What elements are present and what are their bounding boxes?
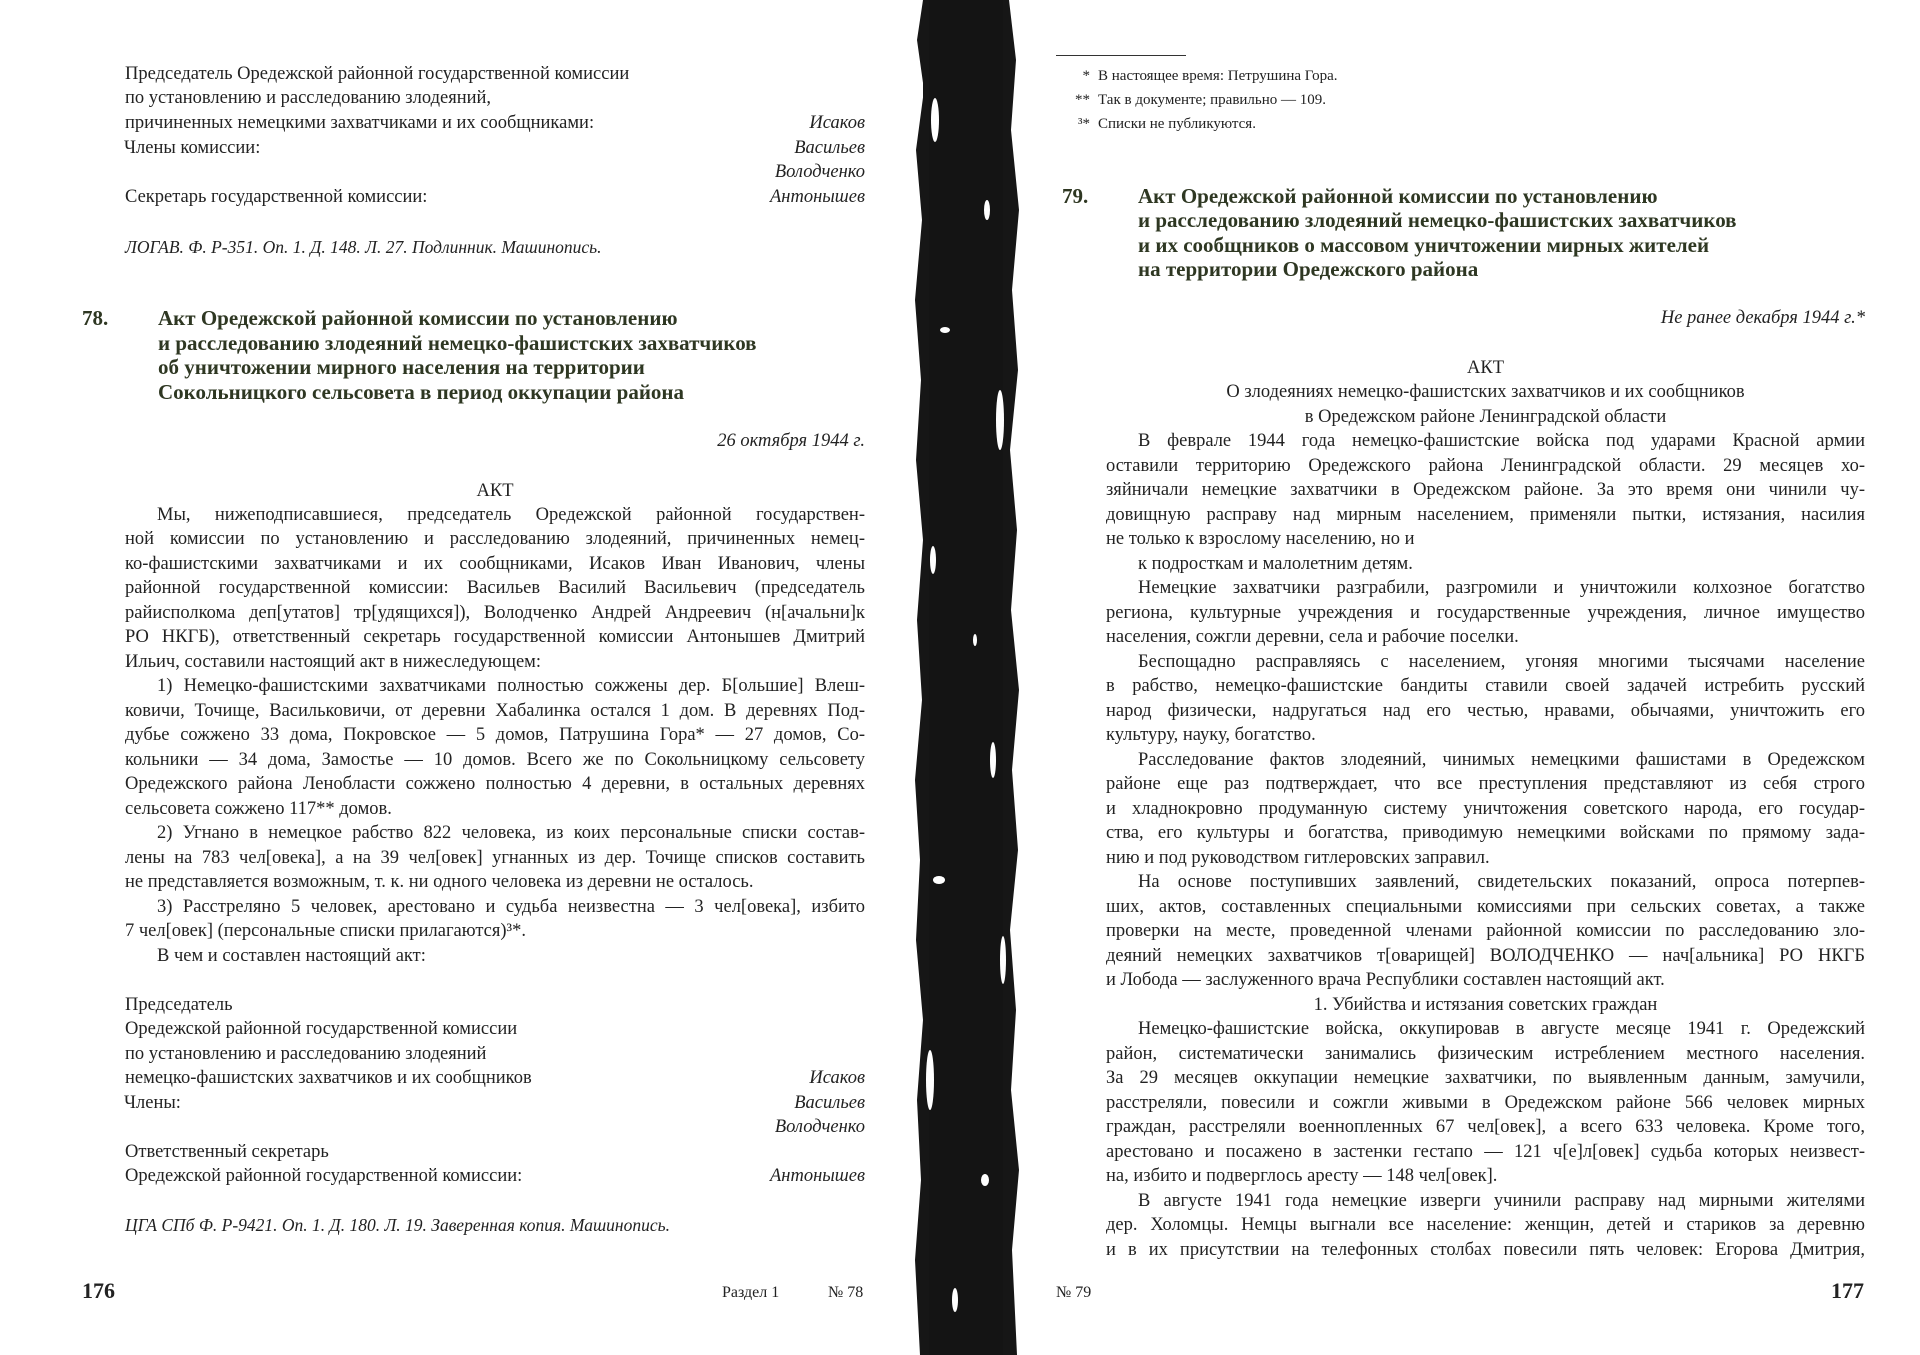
body-line: райисполкома деп[утатов] тр[удящихся]), Володченко Андрей Андреевич (н[ачальни]к bbox=[125, 603, 865, 623]
body-line: районе еще раз подтверждает, что все преступления представляют из себя строго bbox=[1106, 774, 1865, 794]
title-line: Акт Оредежской районной комиссии по установлению bbox=[158, 306, 678, 330]
act-subtitle-line: в Оредежском районе Ленинградской области bbox=[1304, 407, 1667, 427]
document-date: 26 октября 1944 г. bbox=[717, 431, 865, 451]
signatory-name: Володченко bbox=[774, 162, 865, 182]
footnote-text: Так в документе; правильно — 109. bbox=[1098, 92, 1327, 108]
title-line: Акт Оредежской районной комиссии по установлению bbox=[1138, 184, 1658, 208]
body-line: 1) Немецко-фашистскими захватчиками полностью сожжены дер. Б[ольшие] Влеш- bbox=[157, 676, 865, 696]
body-line: Мы, нижеподписавшиеся, председатель Оредежской районной государствен- bbox=[157, 505, 865, 525]
body-line: и Лобода — заслуженного врача Республики составлен настоящий акт. bbox=[1106, 970, 1665, 990]
body-line: и в их присутствии на телефонных столбах повесили пять человек: Егорова Дмитрия, bbox=[1106, 1240, 1865, 1260]
body-line: Расследование фактов злодеяний, чинимых немецкими фашистами в Оредежском bbox=[1138, 750, 1865, 770]
body-line: 7 чел[овек] (персональные списки прилагаются)³*. bbox=[125, 921, 526, 941]
body-line: граждан, расстреляли военнопленных 67 чел[овек], а всего 633 человека. Кроме того, bbox=[1106, 1117, 1865, 1137]
signatory-name: Антонышев bbox=[769, 187, 865, 207]
body-line: кольники — 34 дома, Замостье — 10 домов. Всего же по Сокольницкому сельсовету bbox=[125, 750, 865, 770]
body-line: региона, культурные учреждения и государственные учреждения, личное имущество bbox=[1106, 603, 1865, 623]
document-date: Не ранее декабря 1944 г.* bbox=[1660, 308, 1865, 328]
body-line: проверки на месте, проведенной членами районной комиссии по расследованию зло- bbox=[1106, 921, 1865, 941]
title-line: Сокольницкого сельсовета в период оккупации района bbox=[158, 380, 685, 404]
footnote-rule bbox=[1056, 55, 1186, 56]
archive-source: ЦГА СПб Ф. Р-9421. Оп. 1. Д. 180. Л. 19. Заверенная копия. Машинопись. bbox=[125, 1215, 670, 1235]
title-line: об уничтожении мирного населения на территории bbox=[158, 355, 645, 379]
body-line: не представляется возможным, т. к. ни одного человека из деревни не осталось. bbox=[125, 872, 754, 892]
body-line: Немецкие захватчики разграбили, разгромили и уничтожили колхозное богатство bbox=[1138, 578, 1865, 598]
body-line: на, избито и подверглось аресту — 148 чел[овек]. bbox=[1106, 1166, 1498, 1186]
document-ref: № 78 bbox=[828, 1284, 864, 1301]
body-line: нию и под руководством гитлеровских заправил. bbox=[1106, 848, 1490, 868]
body-line: В чем и составлен настоящий акт: bbox=[157, 946, 426, 966]
body-line: Оредежского района Ленобласти сожжено полностью 4 деревни, в остальных деревнях bbox=[125, 774, 865, 794]
archive-source: ЛОГАВ. Ф. Р-351. Оп. 1. Д. 148. Л. 27. Подлинник. Машинопись. bbox=[125, 237, 602, 257]
document-ref: № 79 bbox=[1056, 1284, 1092, 1301]
body-line: деяний немецких захватчиков т[оварищей] ВОЛОДЧЕНКО — нач[альника] РО НКГБ bbox=[1106, 946, 1865, 966]
body-line: На основе поступивших заявлений, свидетельских показаний, опроса потерпев- bbox=[1138, 872, 1865, 892]
body-line: РО НКГБ), ответственный секретарь государственной комиссии Антонышев Дмитрий bbox=[125, 627, 865, 647]
title-line: и расследованию злодеяний немецко-фашистских захватчиков bbox=[158, 331, 757, 355]
signatory-name: Исаков bbox=[809, 1068, 865, 1088]
body-line: населения, сожгли деревни, села и рабочие поселки. bbox=[1106, 627, 1519, 647]
section-label: Раздел 1 bbox=[722, 1284, 780, 1301]
section-heading: 1. Убийства и истязания советских граждан bbox=[1313, 995, 1658, 1015]
body-line: довищную расправу над мирным населением, применяли пытки, истязания, насилия bbox=[1106, 505, 1865, 525]
body-line: зяйничали немецкие захватчики в Оредежском районе. За это время они чинили чу- bbox=[1106, 480, 1865, 500]
signature-line: Оредежской районной государственной комиссии: bbox=[125, 1166, 523, 1186]
signature-line: Председатель bbox=[125, 995, 233, 1015]
footnote-text: В настоящее время: Петрушина Гора. bbox=[1098, 68, 1338, 84]
body-line: лены на 783 чел[овека], а на 39 чел[овек] угнанных из дер. Точище списков составить bbox=[125, 848, 865, 868]
body-line: В феврале 1944 года немецко-фашистские войска под ударами Красной армии bbox=[1138, 431, 1865, 451]
act-subtitle-line: О злодеяниях немецко-фашистских захватчиков и их сообщников bbox=[1226, 382, 1745, 402]
footnote-mark: ** bbox=[1075, 92, 1090, 108]
body-line: дубье сожжено 33 дома, Покровское — 5 домов, Патрушина Гора* — 27 домов, Со- bbox=[125, 725, 865, 745]
signatory-name: Антонышев bbox=[769, 1166, 865, 1186]
body-line: ковичи, Точище, Васильковичи, от деревни Хабалинка остался 1 дом. В деревнях Под- bbox=[125, 701, 865, 721]
body-line: Беспощадно расправляясь с населением, угоняя многими тысячами население bbox=[1138, 652, 1865, 672]
body-line: не только к взрослому населению, но и bbox=[1106, 529, 1415, 549]
signature-line: немецко-фашистских захватчиков и их сообщников bbox=[125, 1068, 532, 1088]
body-line: ной комиссии по установлению и расследованию злодеяний, причиненных немец- bbox=[125, 529, 865, 549]
body-line: За 29 месяцев оккупации немецкие захватчики, по выявленным данным, замучили, bbox=[1106, 1068, 1865, 1088]
signature-line: Секретарь государственной комиссии: bbox=[125, 187, 428, 207]
body-line: 3) Расстреляно 5 человек, арестовано и судьба неизвестна — 3 чел[овека], избито bbox=[157, 897, 865, 917]
body-line: сельсовета сожжено 117** домов. bbox=[125, 799, 392, 819]
signature-line: Ответственный секретарь bbox=[125, 1142, 329, 1162]
body-line: оставили территорию Оредежского района Ленинградской области. 29 месяцев хо- bbox=[1106, 456, 1865, 476]
left-page bbox=[0, 0, 900, 1355]
body-line: расстреляли, повесили и сожгли живыми в Оредежском районе 566 человек мирных bbox=[1106, 1093, 1865, 1113]
title-line: и их сообщников о массовом уничтожении мирных жителей bbox=[1138, 233, 1710, 257]
signatory-name: Исаков bbox=[809, 113, 865, 133]
signature-line: причиненных немецкими захватчиками и их сообщниками: bbox=[125, 113, 595, 133]
signature-line: по установлению и расследованию злодеяний bbox=[125, 1044, 487, 1064]
footnote-mark: ³* bbox=[1078, 116, 1090, 132]
signature-line: по установлению и расследованию злодеяний, bbox=[125, 88, 492, 108]
signature-line: Оредежской районной государственной комиссии bbox=[125, 1019, 518, 1039]
title-line: и расследованию злодеяний немецко-фашистских захватчиков bbox=[1138, 208, 1737, 232]
body-line: дер. Холомцы. Немцы выгнали все население: женщин, детей и стариков за деревню bbox=[1106, 1215, 1865, 1235]
body-line: культуру, науку, богатство. bbox=[1106, 725, 1316, 745]
document-number: 79. bbox=[1062, 184, 1089, 208]
body-line: В августе 1941 года немецкие изверги учинили расправу над мирными жителями bbox=[1138, 1191, 1865, 1211]
body-line: 2) Угнано в немецкое рабство 822 человека, из коих персональные списки состав- bbox=[157, 823, 865, 843]
page-number: 177 bbox=[1831, 1278, 1864, 1303]
body-line: районной государственной комиссии: Васильев Василий Васильевич (председатель bbox=[125, 578, 865, 598]
signatory-name: Васильев bbox=[794, 138, 865, 158]
body-line: арестовано и посажено в застенки гестапо — 121 ч[е]л[овек] судьба которых неизвест- bbox=[1106, 1142, 1865, 1162]
page-number: 176 bbox=[82, 1278, 115, 1303]
signature-line: Члены комиссии: bbox=[124, 138, 261, 158]
body-line: Немецко-фашистские войска, оккупировав в августе месяце 1941 г. Оредежский bbox=[1138, 1019, 1865, 1039]
title-line: на территории Оредежского района bbox=[1138, 257, 1479, 281]
body-line: район, систематически занимались физическим истреблением местного населения. bbox=[1106, 1044, 1865, 1064]
signatory-name: Володченко bbox=[774, 1117, 865, 1137]
body-line: в рабство, немецко-фашистские бандиты ставили своей задачей истребить русский bbox=[1106, 676, 1865, 696]
body-line: к подросткам и малолетним детям. bbox=[1138, 554, 1413, 574]
body-line: Ильич, составили настоящий акт в нижеследующем: bbox=[125, 652, 542, 672]
book-spine-scan-edge bbox=[915, 0, 1020, 1355]
footnote-mark: * bbox=[1082, 68, 1090, 84]
act-label: АКТ bbox=[476, 481, 514, 501]
signature-line: Председатель Оредежской районной государственной комиссии bbox=[125, 64, 630, 84]
body-line: ших, актов, составленных специальными комиссиями при сельских советах, а также bbox=[1106, 897, 1865, 917]
body-line: ства, его культуры и богатства, приводимую немецкими войсками по прямому зада- bbox=[1106, 823, 1865, 843]
body-line: и хладнокровно продуманную систему уничтожения советского народа, его государ- bbox=[1106, 799, 1865, 819]
act-label: АКТ bbox=[1467, 358, 1504, 378]
body-line: ко-фашистскими захватчиками и их сообщниками, Исаков Иван Иванович, члены bbox=[125, 554, 865, 574]
signature-line: Члены: bbox=[124, 1093, 181, 1113]
body-line: народ физически, надругаться над его честью, нравами, обычаями, уничтожить его bbox=[1106, 701, 1865, 721]
signatory-name: Васильев bbox=[794, 1093, 865, 1113]
footnote-text: Списки не публикуются. bbox=[1098, 116, 1256, 132]
document-number: 78. bbox=[82, 306, 109, 330]
right-page bbox=[1020, 0, 1920, 1355]
